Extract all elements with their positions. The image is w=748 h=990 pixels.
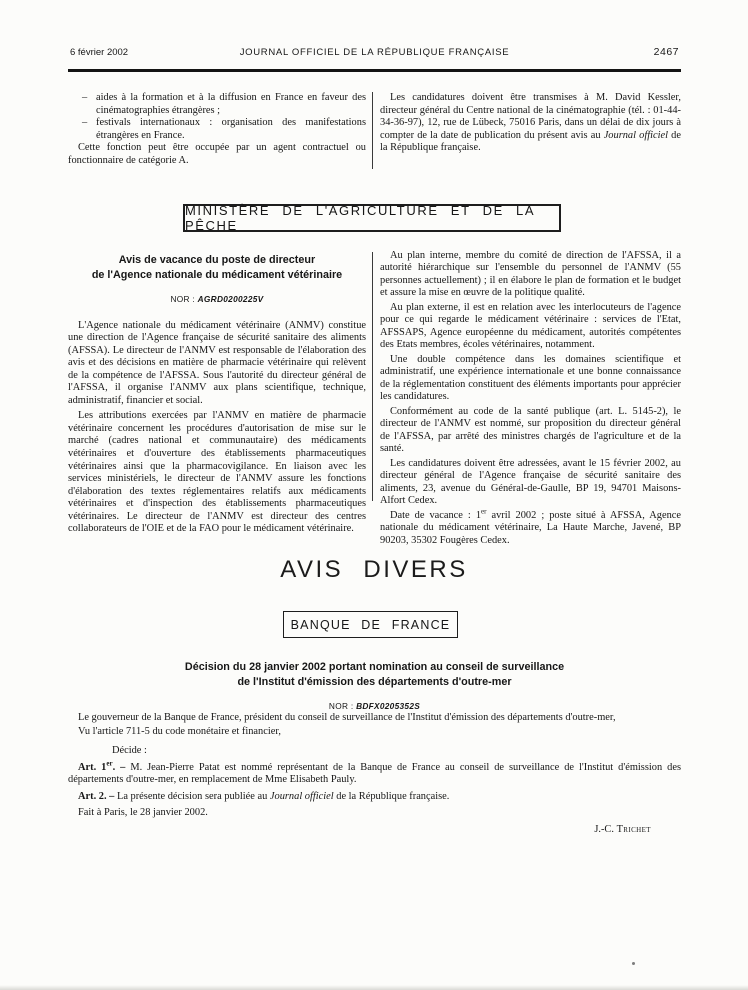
paragraph: Une double compétence dans les domaines scientifique et administratif, une expérience internationale et une bonne connaissance de la réglementation constituent des éléments importants pour apprécier les candidatures. xyxy=(380,354,681,402)
avis-divers-heading: AVIS DIVERS xyxy=(280,556,468,583)
list-item xyxy=(68,117,366,142)
notice-left-column xyxy=(68,252,366,539)
paragraph: Au plan externe, il est en relation avec les interlocuteurs de l'agence pour ce qui regarde le médicament vétérinaire : services de l'Etat, AFSSAPS, Agence européenne du médicament, autorités compétentes des Etats membres, écoles vétérinaires, notamment. xyxy=(380,302,681,350)
top-right-column xyxy=(380,92,681,158)
list-item-text: aides à la formation et à la diffusion en France en faveur des cinématographies étrangères ; xyxy=(96,92,366,116)
nor-value: AGRD0200225V xyxy=(197,294,264,304)
decide-line: Décide : xyxy=(112,745,147,757)
decision-title-line2: de l'Institut d'émission des départements d'outre-mer xyxy=(237,676,512,688)
dash-bullet: – xyxy=(82,117,88,129)
list-item-text: festivals internationaux : organisation des manifestations étrangères en France. xyxy=(96,117,366,141)
paragraph-text: de la République française. xyxy=(380,129,681,154)
article-1-label: Art. 1er. – xyxy=(78,759,131,773)
article-2-label: Art. 2. – xyxy=(78,790,117,802)
paragraph-text: avril 2002 ; poste situé à AFSSA, Agence nationale du médicament vétérinaire, La Haute Marche, Javené, BP 90203, 35302 Fougères Cedex. xyxy=(380,510,681,546)
paragraph: Les attributions exercées par l'ANMV en matière de pharmacie vétérinaire concernent les procédures d'autorisation de mise sur le marché (cadres national et communautaire) des médicaments vétérinaires et d'ouverture des établissements pharmaceutiques vétérinaires ainsi que la pharmacovigilance. En liaison avec les services ministériels, le directeur de l'ANMV assure les fonctions d'élaboration des textes réglementaires relatifs aux médicaments vétérinaires et d'inspection des établissements pharmaceutiques vétérinaires. Le directeur de l'ANMV est directeur des centres collaborateurs de l'OIE et de la FAO pour le médicament vétérinaire. xyxy=(68,410,366,535)
header-date: 6 février 2002 xyxy=(70,47,129,58)
header-rule xyxy=(68,69,681,72)
ordinal-superscript: er xyxy=(106,759,113,768)
signature-name: Trichet xyxy=(616,823,651,835)
paragraph: Au plan interne, membre du comité de direction de l'AFSSA, il a autorité hiérarchique sur l'ensemble du personnel de l'ANMV (55 personnes actuellement) ; il en élabore le plan de formation et le budget et assure la mise en œuvre de la politique qualité. xyxy=(380,250,681,298)
paragraph-text: Les candidatures doivent être transmises à M. David Kessler, directeur général du Centre national de la cinématographie (tél. : 01-44-34-36-97), 12, rue de Lübeck, 75016 Paris, dans un délai de dix jours à compter de la date de publication du présent avis au xyxy=(380,92,681,141)
decision-title-line1: Décision du 28 janvier 2002 portant nomination au conseil de surveillance xyxy=(184,661,565,673)
list-item xyxy=(68,92,366,117)
top-left-column xyxy=(68,92,366,170)
paragraph-text: Date de vacance : 1 xyxy=(390,510,482,521)
date-place-line: Fait à Paris, le 28 janvier 2002. xyxy=(78,807,208,819)
nor-label: NOR : xyxy=(170,294,198,304)
paragraph: Les candidatures doivent être adressées, avant le 15 février 2002, au directeur général de l'Agence française de sécurité sanitaire des aliments, 23, avenue du Général-de-Gaulle, BP 19, 94701 Maisons-Alfort Cedex. xyxy=(380,458,681,506)
dash-bullet: – xyxy=(82,92,88,103)
notice-title-line1: Avis de vacance du poste de directeur xyxy=(118,254,316,266)
preamble-paragraph: Le gouverneur de la Banque de France, président du conseil de surveillance de l'Institut d'émission des départements d'outre-mer, xyxy=(78,712,616,723)
paragraph: Cette fonction peut être occupée par un agent contractuel ou fonctionnaire de catégorie A. xyxy=(68,142,366,166)
paragraph xyxy=(380,507,681,547)
paragraph: L'Agence nationale du médicament vétérinaire (ANMV) constitue une direction de l'Agence française de sécurité sanitaire des aliments (AFSSA). Le directeur de l'ANMV est responsable de l'élaboration des avis et des décisions en matière de pharmacie vétérinaire qui relèvent de la compétence de l'AFSSA. Sous l'autorité du directeur général de l'AFSSA, il organise l'ANMV aux plans scientifique, technique, administratif, financier et social. xyxy=(68,319,366,406)
ministry-banner: MINISTÈRE DE L'AGRICULTURE ET DE LA PÊCHE xyxy=(183,204,561,232)
column-divider xyxy=(372,252,373,501)
article-1-paragraph xyxy=(68,759,681,787)
nor-line xyxy=(68,700,681,713)
journal-officiel-italic: Journal officiel xyxy=(603,129,669,141)
journal-officiel-italic: Journal officiel xyxy=(269,790,334,802)
signature-initials: J.-C. xyxy=(594,823,617,835)
article-2-paragraph xyxy=(68,791,681,804)
journal-title: JOURNAL OFFICIEL DE LA RÉPUBLIQUE FRANÇAISE xyxy=(239,47,510,58)
page-number: 2467 xyxy=(653,46,679,58)
notice-title-line2: de l'Agence nationale du médicament vétérinaire xyxy=(91,269,343,281)
page-bottom-shade xyxy=(0,985,748,990)
article-2-text: de la République française. xyxy=(333,790,450,802)
article-2-text: La présente décision sera publiée au xyxy=(116,790,270,802)
column-divider xyxy=(372,92,373,169)
decision-body xyxy=(68,712,681,840)
nor-label: NOR : xyxy=(328,701,357,711)
article-1-text: M. Jean-Pierre Patat est nommé représentant de la Banque de France au conseil de surveillance de l'Institut d'émission des départements d'outre-mer, en remplacement de Mme Elisabeth Pauly. xyxy=(68,761,681,786)
nor-value: BDFX0205352S xyxy=(356,701,421,711)
paragraph: Conformément au code de la santé publique (art. L. 5145-2), le directeur de l'ANMV est nommé, sur proposition du directeur général de l'AFSSA, par arrêté des ministres chargés de l'agriculture et de la santé. xyxy=(380,406,681,454)
ordinal-superscript: er xyxy=(481,507,487,516)
page-header xyxy=(68,45,681,65)
banque-de-france-banner: BANQUE DE FRANCE xyxy=(283,611,458,638)
paragraph xyxy=(380,92,681,155)
notice-right-column xyxy=(380,250,681,550)
nor-line xyxy=(68,293,366,306)
scan-artifact-dot xyxy=(632,962,635,965)
preamble-paragraph: Vu l'article 711-5 du code monétaire et financier, xyxy=(78,725,281,737)
signature xyxy=(68,824,681,837)
